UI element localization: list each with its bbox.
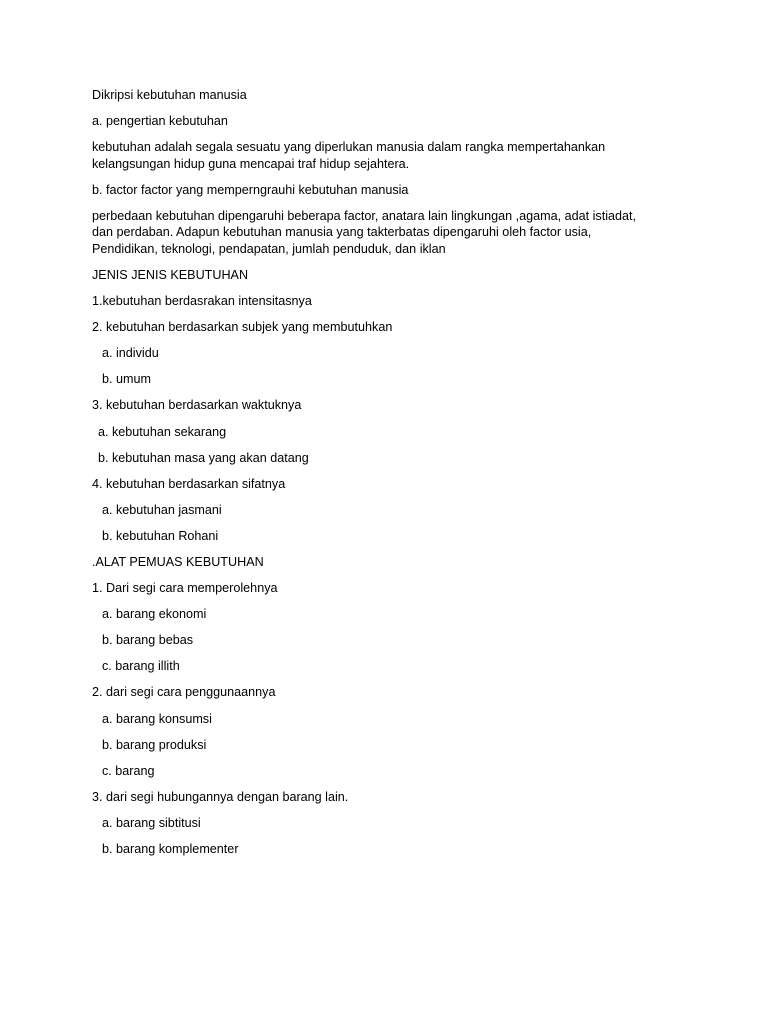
alat-item-3: 3. dari segi hubungannya dengan barang lain. — [92, 789, 349, 804]
alat-item-1: 1. Dari segi cara memperolehnya — [92, 581, 278, 596]
alat-item-1a: a. barang ekonomi — [102, 607, 207, 622]
jenis-item-2a: a. individu — [102, 346, 159, 361]
jenis-item-4a: a. kebutuhan jasmani — [102, 502, 222, 517]
document-title: Dikripsi kebutuhan manusia — [92, 88, 247, 102]
jenis-item-1: 1.kebutuhan berdasrakan intensitasnya — [92, 294, 312, 309]
section-a-body: kebutuhan adalah segala sesuatu yang diperlukan manusia dalam rangka mempertahankan kelangsungan hidup guna mencapai traf hidup sejahtera. — [92, 140, 606, 171]
alat-item-3b: b. barang komplementer — [102, 842, 239, 857]
alat-heading: .ALAT PEMUAS KEBUTUHAN — [92, 555, 264, 569]
alat-item-1b: b. barang bebas — [102, 633, 194, 648]
jenis-item-3: 3. kebutuhan berdasarkan waktuknya — [92, 398, 302, 413]
alat-item-3a: a. barang sibtitusi — [102, 815, 201, 830]
jenis-item-2: 2. kebutuhan berdasarkan subjek yang membutuhkan — [92, 320, 393, 335]
jenis-item-2b: b. umum — [102, 372, 151, 387]
alat-item-2c: c. barang — [102, 763, 155, 778]
jenis-item-4: 4. kebutuhan berdasarkan sifatnya — [92, 476, 286, 491]
jenis-item-3a: a. kebutuhan sekarang — [98, 424, 227, 439]
section-b-heading: b. factor factor yang memperngrauhi kebutuhan manusia — [92, 182, 409, 197]
jenis-item-4b: b. kebutuhan Rohani — [102, 528, 219, 543]
alat-item-2b: b. barang produksi — [102, 737, 207, 752]
alat-item-2a: a. barang konsumsi — [102, 711, 212, 726]
section-b-body: perbedaan kebutuhan dipengaruhi beberapa factor, anatara lain lingkungan ,agama, adat istiadat, dan perdaban. Adapun kebutuhan manusia yang takterbatas dipengaruhi oleh factor usia, Pendidikan, teknologi, pendapatan, jumlah penduduk, dan iklan — [92, 208, 637, 256]
section-a-heading: a. pengertian kebutuhan — [92, 114, 228, 129]
jenis-item-3b: b. kebutuhan masa yang akan datang — [98, 450, 309, 465]
jenis-heading: JENIS JENIS KEBUTUHAN — [92, 267, 249, 282]
alat-item-1c: c. barang illith — [102, 659, 180, 674]
alat-item-2: 2. dari segi cara penggunaannya — [92, 685, 276, 700]
document-content — [92, 87, 652, 867]
